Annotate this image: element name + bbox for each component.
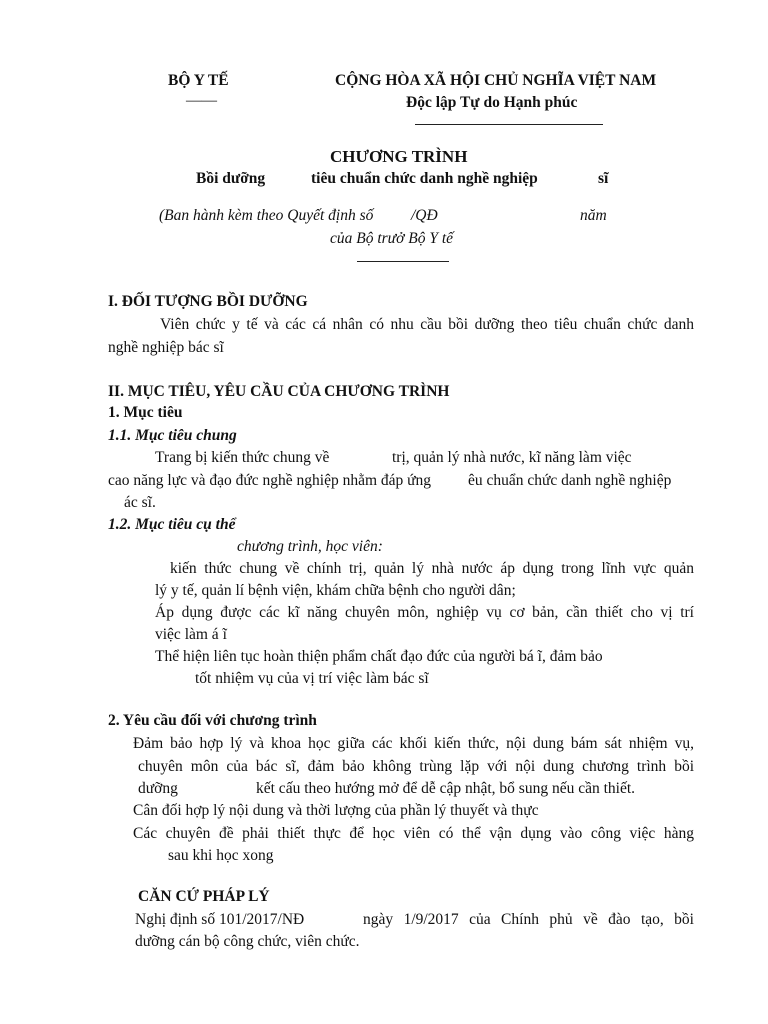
legal-basis-line-1b: ngày 1/9/2017 của Chính phủ về đào tạo, bồi — [363, 911, 694, 928]
section-1-line-1: Viên chức y tế và các cá nhân có nhu cầu bồi dưỡng theo tiêu chuẩn chức danh — [160, 316, 694, 333]
subsection-1-heading: 1. Mục tiêu — [108, 404, 183, 421]
requirement-1-line-2: chuyên môn của bác sĩ, đảm bảo không trùng lặp với nội dung chương trình bồi — [138, 758, 694, 775]
requirement-1-line-3a: dưỡng — [138, 780, 178, 797]
requirement-2: Cân đối hợp lý nội dung và thời lượng của phần lý thuyết và thực — [133, 802, 539, 819]
general-objective-line-1b: trị, quản lý nhà nước, kĩ năng làm việc — [392, 449, 632, 466]
issuance-note-part-4: của Bộ trưở Bộ Y tế — [330, 230, 454, 247]
requirement-3-line-1: Các chuyên đề phải thiết thực để học viên có thể vận dụng vào công việc hàng — [133, 825, 694, 842]
specific-objective-2-line-1: Áp dụng được các kĩ năng chuyên môn, nghiệp vụ cơ bản, cần thiết cho vị trí — [155, 604, 694, 621]
legal-basis-line-2: dưỡng cán bộ công chức, viên chức. — [135, 933, 360, 950]
section-1-line-2: nghề nghiệp bác sĩ — [108, 339, 224, 356]
motto-underline — [415, 124, 603, 125]
general-objective-line-2a: cao năng lực và đạo đức nghề nghiệp nhằm đáp ứng — [108, 472, 432, 489]
ministry-dash: —— — [186, 92, 217, 109]
legal-basis-line-1a: Nghị định số 101/2017/NĐ — [135, 911, 305, 928]
republic-name: CỘNG HÒA XÃ HỘI CHỦ NGHĨA VIỆT NAM — [335, 72, 657, 89]
requirement-1-line-3b: kết cấu theo hướng mở để dễ cập nhật, bổ sung nếu cần thiết. — [256, 780, 636, 797]
issuance-note-part-1: (Ban hành kèm theo Quyết định số — [159, 207, 374, 224]
specific-objective-1-line-2: lý y tế, quản lí bệnh viện, khám chữa bệnh cho người dân; — [155, 582, 516, 599]
section-1-heading: I. ĐỐI TƯỢNG BỒI DƯỠNG — [108, 293, 308, 310]
specific-objective-intro: chương trình, học viên: — [237, 538, 383, 555]
requirement-1-line-1: Đảm bảo hợp lý và khoa học giữa các khối kiến thức, nội dung bám sát nhiệm vụ, — [133, 735, 694, 752]
subsection-1-2-heading: 1.2. Mục tiêu cụ thể — [108, 516, 236, 533]
specific-objective-1-line-1: kiến thức chung về chính trị, quản lý nhà nước áp dụng trong lĩnh vực quản — [170, 560, 694, 577]
general-objective-line-1a: Trang bị kiến thức chung về — [155, 449, 330, 466]
title-underline — [357, 261, 449, 262]
document-title: CHƯƠNG TRÌNH — [330, 147, 468, 166]
document-subtitle-part-1: Bồi dưỡng — [196, 170, 266, 187]
specific-objective-3-line-1: Thể hiện liên tục hoàn thiện phẩm chất đạo đức của người bá ĩ, đảm bảo — [155, 648, 603, 665]
national-motto: Độc lập Tự do Hạnh phúc — [406, 94, 578, 111]
ministry-name: BỘ Y TẾ — [168, 72, 229, 89]
section-2-heading: II. MỤC TIÊU, YÊU CẦU CỦA CHƯƠNG TRÌNH — [108, 383, 450, 400]
section-3-heading: CĂN CỨ PHÁP LÝ — [138, 888, 270, 905]
subsection-1-1-heading: 1.1. Mục tiêu chung — [108, 427, 237, 444]
specific-objective-2-line-2: việc làm á ĩ — [155, 626, 227, 643]
general-objective-line-3: ác sĩ. — [124, 494, 156, 511]
document-subtitle-part-3: sĩ — [598, 170, 609, 187]
specific-objective-3-line-2: tốt nhiệm vụ của vị trí việc làm bác sĩ — [195, 670, 429, 687]
subsection-2-heading: 2. Yêu cầu đối với chương trình — [108, 712, 317, 729]
requirement-3-line-2: sau khi học xong — [168, 847, 274, 864]
general-objective-line-2b: êu chuẩn chức danh nghề nghiệp — [468, 472, 672, 489]
document-subtitle-part-2: tiêu chuẩn chức danh nghề nghiệp — [311, 170, 538, 187]
issuance-note-part-2: /QĐ — [411, 207, 438, 224]
issuance-note-part-3: năm — [580, 207, 607, 224]
